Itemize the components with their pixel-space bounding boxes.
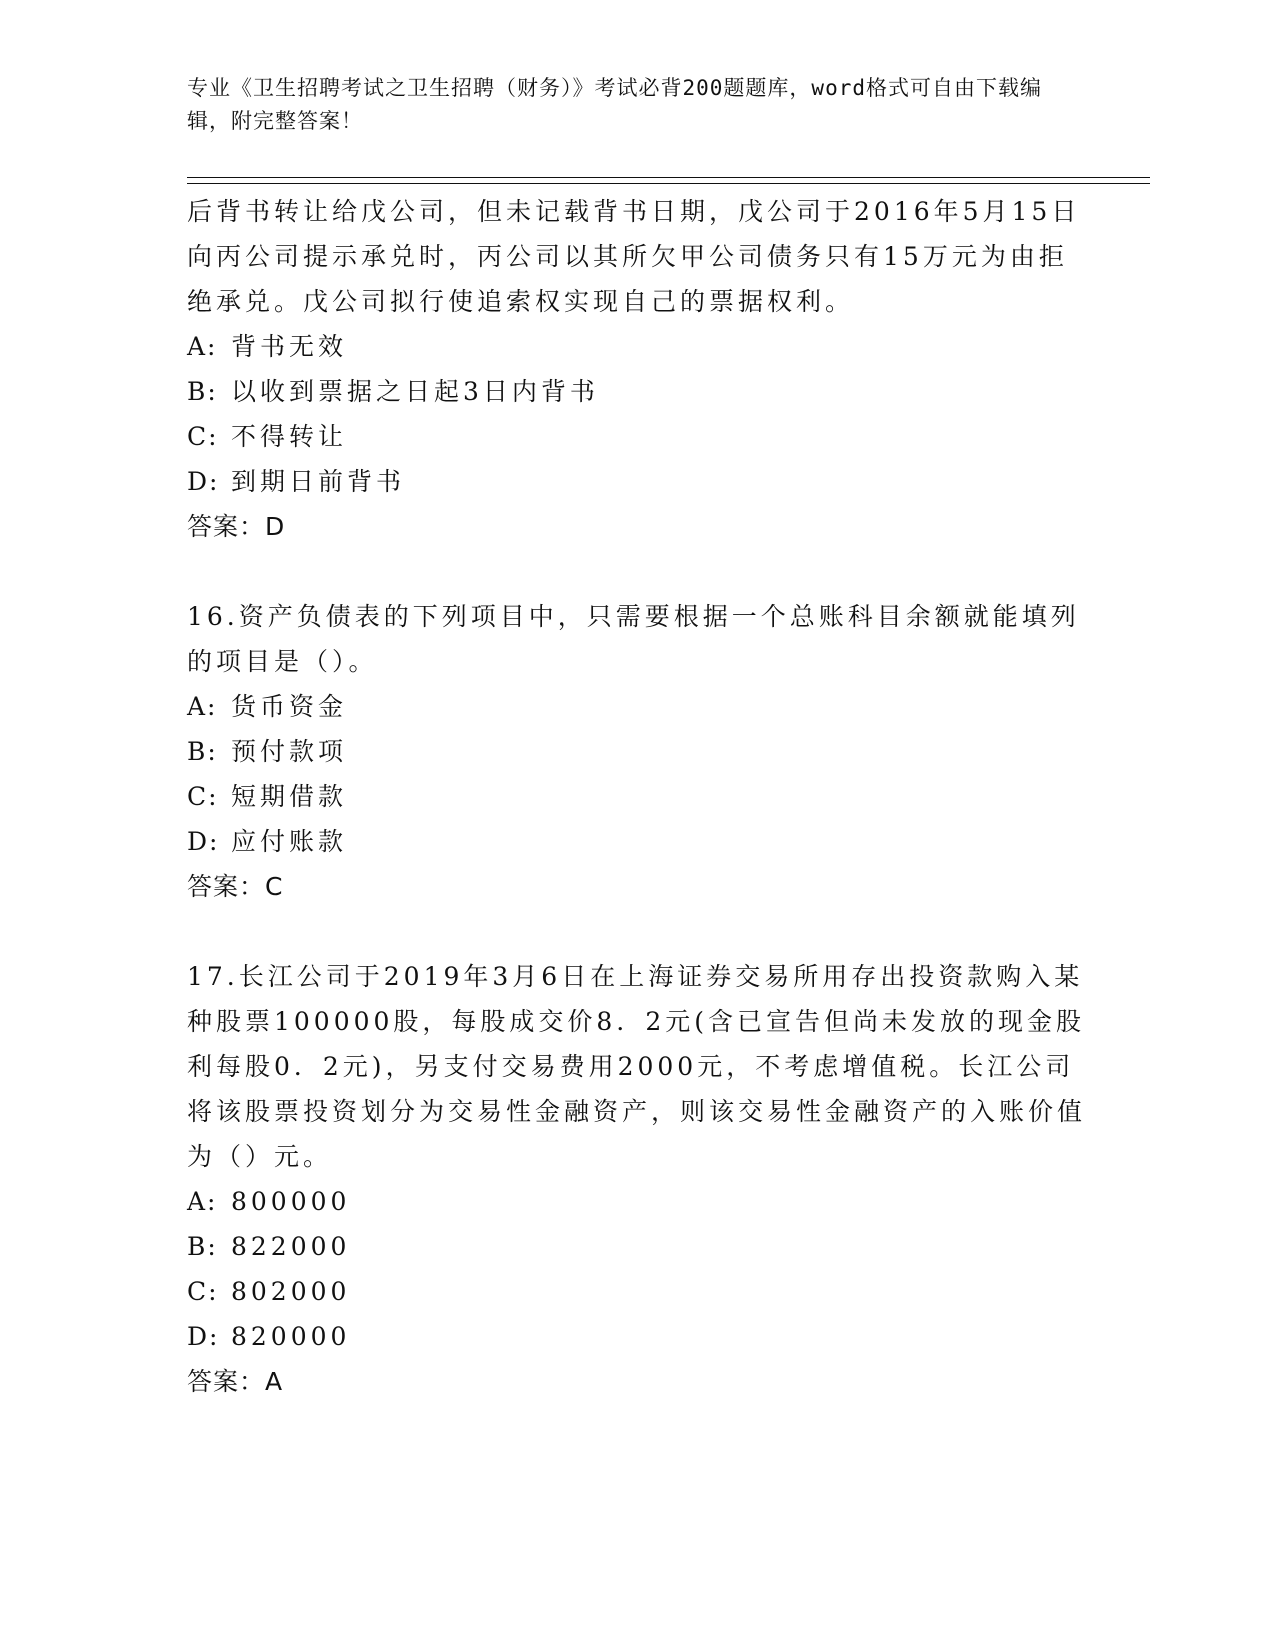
option-letter: D: [187, 467, 220, 496]
option-d [187, 1314, 1087, 1359]
option-b [187, 729, 1087, 774]
option-text: 不得转让 [231, 422, 348, 451]
option-letter: A: [187, 332, 218, 361]
option-letter: B: [187, 377, 218, 406]
option-letter: C: [187, 1277, 219, 1306]
option-text: 以收到票据之日起3日内背书 [231, 377, 599, 406]
question-item [187, 189, 1087, 549]
option-text: 800000 [231, 1187, 351, 1216]
answer-line: 答案：D [187, 512, 286, 541]
option-b [187, 1224, 1087, 1269]
option-letter: C: [187, 782, 219, 811]
answer-line: 答案：A [187, 1367, 284, 1396]
option-text: 802000 [231, 1277, 351, 1306]
option-b [187, 369, 1087, 414]
answer-line: 答案：C [187, 872, 284, 901]
option-c [187, 1269, 1087, 1314]
question-stem: 17.长江公司于2019年3月6日在上海证券交易所用存出投资款购入某种股票100000股，每股成交价8．2元(含已宣告但尚未发放的现金股利每股0．2元)，另支付交易费用2000元，不考虑增值税。长江公司将该股票投资划分为交易性金融资产，则该交易性金融资产的入账价值为（）元。 [187, 962, 1087, 1171]
question-stem: 16.资产负债表的下列项目中，只需要根据一个总账科目余额就能填列的项目是（）。 [187, 602, 1080, 676]
option-letter: C: [187, 422, 219, 451]
option-text: 822000 [231, 1232, 351, 1261]
option-letter: A: [187, 692, 218, 721]
question-item [187, 594, 1087, 909]
question-spacer [187, 549, 1087, 594]
option-a [187, 1179, 1087, 1224]
option-c [187, 774, 1087, 819]
option-letter: B: [187, 737, 218, 766]
option-letter: B: [187, 1232, 218, 1261]
document-header: 专业《卫生招聘考试之卫生招聘（财务）》考试必背200题题库，word格式可自由下载编辑，附完整答案！ [187, 76, 1042, 133]
option-a [187, 324, 1087, 369]
option-text: 预付款项 [231, 737, 348, 766]
option-letter: D: [187, 1322, 220, 1351]
question-stem: 后背书转让给戊公司，但未记载背书日期，戊公司于2016年5月15日向丙公司提示承兑时，丙公司以其所欠甲公司债务只有15万元为由拒绝承兑。戊公司拟行使追索权实现自己的票据权利。 [187, 197, 1081, 316]
header-rule-bottom [187, 183, 1150, 184]
option-text: 货币资金 [231, 692, 348, 721]
option-text: 到期日前背书 [231, 467, 406, 496]
option-text: 820000 [231, 1322, 351, 1351]
option-letter: A: [187, 1187, 218, 1216]
option-d [187, 819, 1087, 864]
question-list [187, 189, 1087, 1404]
option-text: 背书无效 [231, 332, 348, 361]
option-text: 短期借款 [231, 782, 348, 811]
option-d [187, 459, 1087, 504]
header-rule-top [187, 177, 1150, 178]
option-text: 应付账款 [231, 827, 348, 856]
option-letter: D: [187, 827, 220, 856]
option-c [187, 414, 1087, 459]
question-spacer [187, 909, 1087, 954]
option-a [187, 684, 1087, 729]
question-item [187, 954, 1087, 1404]
